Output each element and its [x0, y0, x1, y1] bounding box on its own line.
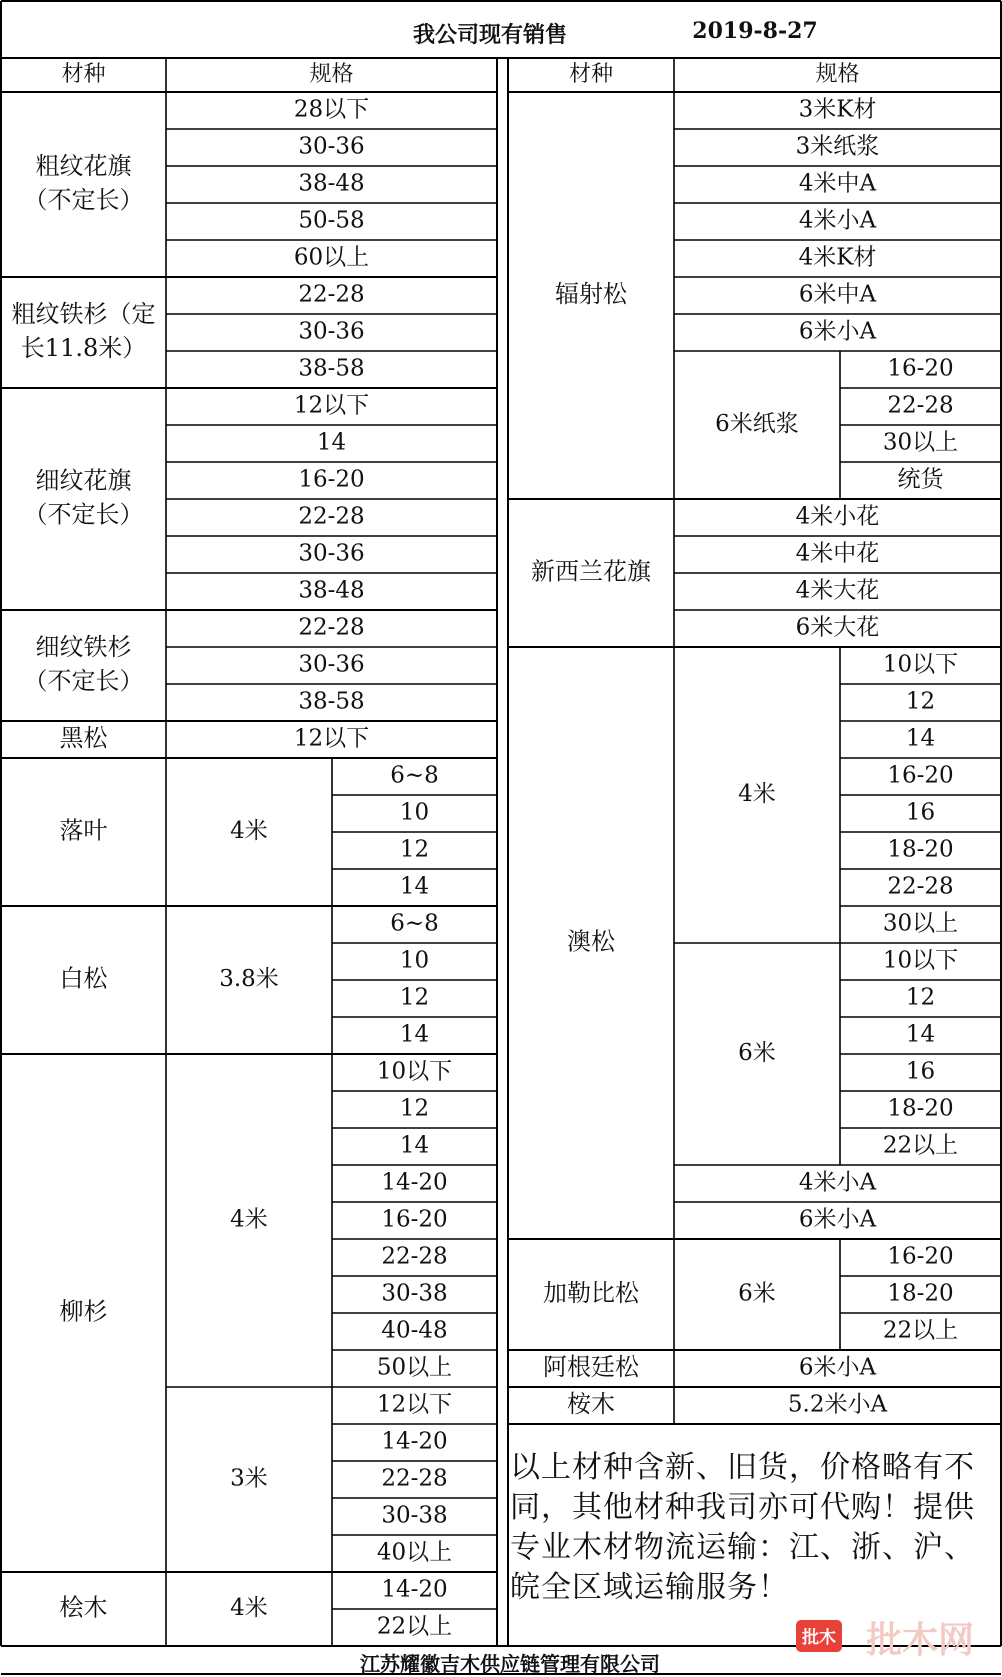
spec-cell: 18-20 — [887, 1095, 954, 1122]
header-material: 材种 — [568, 62, 614, 87]
spec-cell: 10以下 — [882, 651, 959, 678]
left-material-3: 细纹花旗 — [35, 466, 132, 495]
spec-cell: 3米纸浆 — [795, 133, 880, 160]
spec-cell: 10 — [399, 947, 430, 974]
spec-cell: 14-20 — [381, 1576, 448, 1603]
spec-cell: 6米小A — [798, 1354, 877, 1381]
header-spec: 规格 — [309, 62, 354, 87]
left-material-3: （不定长） — [23, 500, 144, 529]
spec-cell: 14 — [905, 725, 936, 752]
left-material-4: 细纹铁杉 — [35, 633, 132, 661]
left-material-7: 白松 — [59, 964, 108, 993]
spec-cell: 22以上 — [882, 1317, 959, 1344]
spec-cell: 22-28 — [298, 281, 365, 308]
spec-cell: 10 — [399, 799, 430, 826]
spec-cell: 6~8 — [390, 910, 439, 937]
spec-cell: 12 — [399, 1095, 430, 1122]
spec-cell: 10以下 — [882, 947, 959, 974]
left-material-9: 桧木 — [59, 1593, 108, 1622]
header-spec: 规格 — [815, 62, 860, 87]
spec-cell: 38-48 — [298, 170, 365, 197]
spec-cell: 22-28 — [381, 1465, 448, 1492]
right-material-6: 桉木 — [567, 1390, 615, 1418]
length-cell: 6米 — [738, 1280, 776, 1307]
svg-text:批木网: 批木网 — [865, 1620, 975, 1661]
pimu-logo — [792, 1612, 992, 1666]
length-cell: 6米纸浆 — [715, 411, 799, 437]
spec-cell: 22-28 — [887, 392, 954, 419]
left-material-5: 黑松 — [59, 724, 108, 752]
spec-cell: 60以上 — [293, 244, 370, 271]
spec-cell: 50以上 — [376, 1354, 453, 1381]
spec-cell: 28以下 — [293, 96, 370, 123]
spec-cell: 12以下 — [376, 1391, 453, 1418]
left-material-2: 长11.8米） — [20, 334, 147, 362]
right-material-3: 澳松 — [567, 927, 615, 956]
spec-cell: 30-36 — [298, 133, 365, 160]
spec-cell: 14 — [399, 873, 430, 900]
length-cell: 6米 — [738, 1040, 776, 1066]
spec-cell: 16-20 — [887, 1243, 954, 1270]
spec-cell: 14 — [399, 1132, 430, 1159]
spec-cell: 12 — [905, 688, 936, 715]
spec-cell: 12 — [905, 984, 936, 1011]
spec-cell: 12以下 — [293, 725, 370, 752]
spec-cell: 30-38 — [381, 1502, 448, 1529]
spec-cell: 3米K材 — [798, 96, 877, 123]
company-name: 江苏耀徽吉木供应链管理有限公司 — [360, 1652, 660, 1676]
spec-cell: 4米小A — [798, 1169, 877, 1196]
spec-cell: 30-36 — [298, 540, 365, 567]
spec-cell: 4米中花 — [795, 540, 880, 567]
spec-cell: 10以下 — [376, 1058, 453, 1085]
left-material-1: 粗纹花旗 — [35, 152, 132, 180]
svg-text:批木: 批木 — [802, 1628, 836, 1648]
spec-cell: 4米小A — [798, 207, 877, 234]
spec-cell: 16-20 — [381, 1206, 448, 1233]
spec-cell: 14 — [316, 429, 347, 456]
header-material: 材种 — [61, 62, 106, 87]
length-cell: 3米 — [230, 1465, 268, 1492]
left-material-4: （不定长） — [23, 667, 144, 695]
left-material-2: 粗纹铁杉（定 — [11, 300, 156, 328]
length-cell: 4米 — [230, 1595, 268, 1621]
left-material-8: 柳杉 — [59, 1297, 108, 1326]
spec-cell: 22以上 — [882, 1132, 959, 1159]
report-date: 2019-8-27 — [692, 18, 818, 44]
spec-cell: 50-58 — [298, 207, 365, 234]
spec-cell: 4米K材 — [798, 244, 877, 271]
length-cell: 4米 — [230, 818, 268, 844]
spec-cell: 14-20 — [381, 1169, 448, 1196]
spec-cell: 38-48 — [298, 577, 365, 604]
spec-cell: 30-36 — [298, 318, 365, 345]
page-title: 我公司现有销售 — [412, 22, 567, 48]
right-material-1: 辐射松 — [555, 280, 627, 308]
spec-cell: 6米大花 — [795, 614, 880, 641]
right-material-4: 加勒比松 — [543, 1279, 639, 1307]
spec-cell: 6米小A — [798, 318, 877, 345]
spec-cell: 18-20 — [887, 1280, 954, 1307]
spec-cell: 30-38 — [381, 1280, 448, 1307]
spec-cell: 38-58 — [298, 688, 365, 715]
spec-cell: 5.2米小A — [787, 1391, 888, 1418]
spec-cell: 38-58 — [298, 355, 365, 382]
length-cell: 3.8米 — [219, 966, 279, 992]
spec-cell: 16 — [905, 799, 936, 826]
spec-cell: 14-20 — [381, 1428, 448, 1455]
spec-cell: 22-28 — [887, 873, 954, 900]
right-material-5: 阿根廷松 — [543, 1353, 639, 1381]
spec-cell: 4米小花 — [795, 503, 880, 530]
spec-cell: 12 — [399, 984, 430, 1011]
length-cell: 4米 — [230, 1206, 268, 1233]
spec-cell: 统货 — [897, 466, 944, 493]
spec-cell: 30以上 — [882, 429, 959, 456]
spec-cell: 16-20 — [298, 466, 365, 493]
spec-cell: 4米大花 — [795, 577, 880, 604]
left-material-1: （不定长） — [23, 186, 144, 214]
spec-cell: 40以上 — [376, 1539, 453, 1566]
spec-cell: 22以上 — [376, 1613, 453, 1640]
spec-cell: 6米中A — [798, 281, 877, 308]
left-material-6: 落叶 — [59, 816, 108, 845]
spec-cell: 22-28 — [298, 503, 365, 530]
spec-cell: 22-28 — [298, 614, 365, 641]
notice-text: 以上材种含新、旧货，价格略有不同，其他材种我司亦可代购！提供专业木材物流运输：江、浙、沪、皖全区域运输服务！ — [510, 1450, 975, 1605]
spec-cell: 12 — [399, 836, 430, 863]
spec-cell: 30-36 — [298, 651, 365, 678]
right-material-2: 新西兰花旗 — [531, 557, 651, 586]
spec-cell: 30以上 — [882, 910, 959, 937]
spec-cell: 14 — [905, 1021, 936, 1048]
spec-cell: 22-28 — [381, 1243, 448, 1270]
spec-cell: 40-48 — [381, 1317, 448, 1344]
spec-cell: 16-20 — [887, 355, 954, 382]
length-cell: 4米 — [738, 781, 776, 807]
spec-cell: 4米中A — [798, 170, 877, 197]
spec-cell: 16-20 — [887, 762, 954, 789]
spec-cell: 18-20 — [887, 836, 954, 863]
spec-cell: 16 — [905, 1058, 936, 1085]
spec-cell: 6~8 — [390, 762, 439, 789]
spec-cell: 6米小A — [798, 1206, 877, 1233]
spec-cell: 14 — [399, 1021, 430, 1048]
spec-cell: 12以下 — [293, 392, 370, 419]
